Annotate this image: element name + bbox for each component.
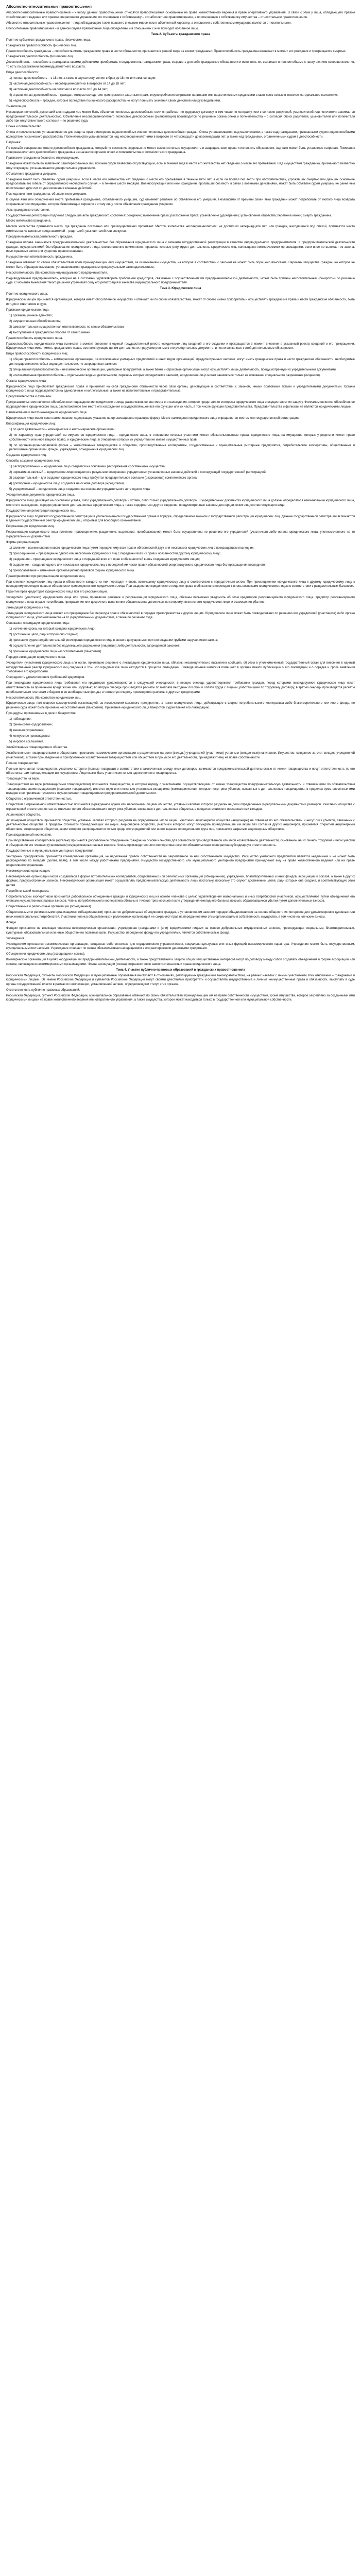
list-item: 2) нормативно-явочный – юридическое лицо создается в результате совершения учредителями установленных законом действий с последующей государственной регистрацией; [9,471,267,474]
paragraph: Несовершеннолетний, достигший шестнадцати лет, может быть объявлен полностью дееспособным, если он работает по трудовому договору, в том числе по контракту, или с согласия родителей, усыновителей или попечителя занимается предпринимательской деятельностью. Объявление несовершеннолетнего полностью дееспособным (эмансипация) производится по решению органа опеки и попечительства – с согласия обоих родителей, усыновителей или попечителя либо при отсутствии такого согласия – по решению суда. [6,110,355,123]
paragraph: Правоспособность гражданина – способность иметь гражданские права и нести обязанности, признается в равной мере за всеми гражданами. Правоспособность гражданина возникает в момент его рождения и прекращается смертью. [6,49,347,53]
paragraph: Несостоятельность (банкротство) юридических лиц. [6,696,81,700]
paragraph: Коммерческие организации в целях координации их предпринимательской деятельности, а также представления и защиты общих имущественных интересов могут по договору между собой создавать объединения в форме ассоциаций или союзов, являющиеся некоммерческими организациями. Члены ассоциации (союза) сохраняют свою самостоятельность и права юридического лица. [6,958,355,966]
list-item: 2) по характеру прав учредителей на имущество юридического лица – юридические лица, в отношении которых участники имеют обязательственные права, юридические лица, на имущество которых учредители имеют право собственности или иное вещное право, и юридические лица, в отношении которых их учредители не имеют имущественных прав; [9,433,355,442]
paragraph: Некоммерческие организации. [6,869,50,873]
paragraph: Предпринимательская деятельность граждан. [6,235,73,239]
paragraph: Общественные и религиозные организации (объединения). [6,905,92,909]
paragraph: Учреждения. [6,937,25,940]
paragraph: Товарищество на вере. [6,777,40,781]
paragraph: Создание юридических лиц. [6,454,47,457]
paragraph: Признаки юридического лица: [6,308,49,312]
paragraph: Некоммерческие организации могут создаваться в форме потребительских кооперативов, общественных или религиозных организаций (объединений), учреждений, благотворительных и иных фондов, ассоциаций и союзов, а также в других формах, предусмотренных законом. Некоммерческая организация может осуществлять предпринимательскую деятельность лишь постольку, поскольку это служит достижению целей, ради которых она создана, и соответствующую этим целям. [6,875,355,887]
paragraph: Процедуры, применяемые в деле о банкротстве: [6,712,77,716]
paragraph: Ответственность публично-правовых образований. [6,988,80,992]
list-item: 1) по цели деятельности – коммерческие и некоммерческие организации; [9,428,116,431]
paragraph: Производственным кооперативом (артелью) признается добровольное объединение граждан на основе членства для совместной производственной или иной хозяйственной деятельности, основанной на их личном трудовом и ином участии и объединении его членами (участниками) имущественных паевых взносов. Члены производственного кооператива несут по обязательствам кооператива субсидиарную ответственность. [6,839,355,847]
paragraph: Юридическое лицо подлежит государственной регистрации в уполномоченном государственном органе в порядке, определяемом законом о государственной регистрации юридических лиц. Данные государственной регистрации включаются в единый государственный реестр юридических лиц, открытый для всеобщего ознакомления. [6,515,355,523]
paragraph: Акционерным обществом признается общество, уставный капитал которого разделен на определенное число акций. Участники акционерного общества (акционеры) не отвечают по его обязательствам и несут риск убытков, связанных с деятельностью общества, в пределах стоимости принадлежащих им акций. Акционерное общество, участники которого могут отчуждать принадлежащие им акции без согласия других акционеров, признается открытым акционерным обществом. Акционерное общество, акции которого распределяются только среди его учредителей или иного заранее определенного круга лиц, признается закрытым акционерным обществом. [6,819,355,831]
paragraph: Относительные правоотношения – в данном случае правомочные лица определены и в отношениях с ним приходит обязанное лицо. [6,27,199,30]
list-item: 3) по организационно-правовой форме – хозяйственные товарищества и общества, производственные кооперативы, государственные и муниципальные унитарные предприятия, потребительские кооперативы, общественные и религиозные организации, фонды, учреждения, объединения юридических лиц. [9,444,355,452]
paragraph: Юридическое лицо имеет свое наименование, содержащее указание на организационно-правовую форму. Место нахождения юридического лица определяется местом его государственной регистрации. [6,417,300,420]
list-item: 3) самостоятельная имущественная ответственность по своим обязательствам; [9,325,125,329]
paragraph: Акты гражданского состояния. [6,208,50,212]
paragraph: Правоспособность юридического лица. [6,336,63,340]
paragraph: Потребительским кооперативом признается добровольное объединение граждан и юридических лиц на основе членства с целью удовлетворения материальных и иных потребностей участников, осуществляемое путем объединения его членами имущественных паевых взносов. Члены потребительского кооператива обязаны в течение трех месяцев после утверждения ежегодного баланса покрыть образовавшиеся убытки путем дополнительных взносов. [6,895,355,903]
list-item: 1) распорядительный – юридическое лицо создается на основании распоряжения собственника имущества; [9,465,166,469]
paragraph: Объединения юридических лиц (ассоциации и союзы). [6,953,85,956]
document-title: Абсолютно-относительные правоотношения [6,4,92,9]
list-item: 4) конкурсное производство; [9,735,50,738]
list-item: 5) преобразование – изменение организационно-правовой формы юридического лица. [9,569,135,572]
list-item: 4) ограниченная дееспособность – граждан, которые вследствие пристрастия к азартным играм, злоупотребления спиртными напитками или наркотическими средствами ставят свою семью в тяжелое материальное положение; [9,93,338,97]
list-item: 2) имущественная обособленность; [9,319,61,323]
list-item: 1) истечение срока, на который создано юридическое лицо; [9,628,96,631]
document [0,0,361,1003]
paragraph: Государственная регистрация юридических лиц. [6,509,76,513]
paragraph: Опека и попечительство устанавливаются для защиты прав и интересов недееспособных или не полностью дееспособных граждан. Опека устанавливается над малолетними, а также над гражданами, признанными судом недееспособными вследствие психического расстройства. Попечительство устанавливается над несовершеннолетними в возрасте от четырнадцати до восемнадцати лет, а также над гражданами, ограниченными судом в дееспособности. [6,131,355,139]
paragraph: Юридическим лицом признается организация, которая имеет обособленное имущество и отвечает им по своим обязательствам, может от своего имени приобретать и осуществлять гражданские права и нести гражданские обязанности, быть истцом и ответчиком в суде. [6,298,355,306]
paragraph: Дееспособность – способность гражданина своими действиями приобретать и осуществлять гражданские права, создавать для себя гражданские обязанности и исполнять их, возникает в полном объеме с наступлением совершеннолетия, то есть по достижении восемнадцатилетнего возраста. [6,61,355,69]
paragraph: Объявление гражданина умершим. [6,172,57,176]
paragraph: Гражданин может быть объявлен судом умершим, если в месте его жительства нет сведений о месте его пребывания в течение пяти лет, а если он пропал без вести при обстоятельствах, угрожавших смертью или дающих основание предполагать его гибель от определенного несчастного случая, – в течение шести месяцев. Военнослужащий или иной гражданин, пропавший без вести в связи с военными действиями, может быть объявлен судом умершим не ранее чем по истечении двух лет со дня окончания военных действий. [6,178,355,190]
paragraph: Абсолютно-относительные правоотношения – к числу данных правоотношений относятся правоотношения основанные на праве хозяйственного ведения и праве оперативного управления. В связи с этим у лица, обладающего правом хозяйственного ведения или правом оперативного управления, по отношению к собственнику – это абсолютное правоотношение, а по отношению к собственнику имущества – относительное правоотношение. [6,11,355,19]
paragraph: Виды дееспособности: [6,71,39,75]
paragraph: Унитарным предприятием признается коммерческая организация, не наделенная правом собственности на закрепленное за ней собственником имущество. Имущество унитарного предприятия является неделимым и не может быть распределено по вкладам (долям, паям), в том числе между работниками предприятия. Имущество государственного или муниципального унитарного предприятия принадлежит ему на праве хозяйственного ведения или на праве оперативного управления. [6,855,355,867]
paragraph: Государственной регистрации подлежат следующие акты гражданского состояния: рождение; заключение брака; расторжение брака; усыновление (удочерение); установление отцовства; перемена имени; смерть гражданина. [6,214,332,217]
paragraph: Юридическое лицо действует на основании устава, либо учредительного договора и устава, либо только учредительного договора. В учредительных документах юридического лица должны определяться наименование юридического лица, место его нахождения, порядок управления деятельностью юридического лица, а также содержаться другие сведения, предусмотренные законом для юридических лиц соответствующего вида. [6,499,355,507]
paragraph: Опека и попечительство. [6,125,42,129]
list-item: 2) частичная дееспособность – несовершеннолетних в возрасте от 14 до 18 лет; [9,82,126,86]
paragraph: Товариществом на вере (коммандитным товариществом) признается товарищество, в котором наряду с участниками, осуществляющими от имени товарищества предпринимательскую деятельность и отвечающими по обязательствам товарищества своим имуществом (полными товарищами), имеется один или несколько участников-вкладчиков (коммандитистов), которые несут риск убытков, связанных с деятельностью товарищества, в пределах сумм внесенных ими вкладов и не принимают участия в осуществлении товариществом предпринимательской деятельности. [6,783,355,795]
paragraph: Учреждением признается некоммерческая организация, созданная собственником для осуществления управленческих, социально-культурных или иных функций некоммерческого характера. Учреждение может быть государственным, муниципальным или частным. Учреждение отвечает по своим обязательствам находящимися в его распоряжении денежными средствами. [6,942,355,951]
paragraph: Абсолютно-относительные правоотношения – лица обладающего таким правом с внешним миром носят абсолютный характер, а отношения с собственником имущества являются относительными. [6,21,292,25]
paragraph: Гражданская правоспособность физических лиц. [6,44,77,47]
paragraph: Фондом признается не имеющая членства некоммерческая организация, учрежденная гражданами и (или) юридическими лицами на основе добровольных имущественных взносов, преследующая социальные, благотворительные, культурные, образовательные или иные общественно полезные цели. Имущество, переданное фонду его учредителями, является собственностью фонда. [6,926,355,935]
paragraph: Гарантии прав кредиторов юридического лица при его реорганизации. [6,590,108,594]
list-item: 2) финансовое оздоровление; [9,723,53,727]
list-item: 3) признание судом недействительной регистрации юридического лица в связи с допущенными при его создании грубыми нарушениями закона; [9,639,218,642]
paragraph: Полное товарищество. [6,761,39,765]
paragraph: Юридическое лицо приобретает гражданские права и принимает на себя гражданские обязанности через свои органы, действующие в соответствии с законом, иными правовыми актами и учредительными документами. Органы юридического лица подразделяются на единоличные и коллегиальные, а также на исполнительные и представительные. [6,385,355,393]
paragraph: Учредительные документы юридического лица. [6,494,75,497]
paragraph: Ликвидация юридических лиц. [6,606,50,609]
list-item: 4) выступление в гражданском обороте от своего имени. [9,331,91,334]
list-item: 3) частичная дееспособность малолетних в возрасте от 6 до 14 лет; [9,88,108,91]
paragraph: Государственные и муниципальные унитарные предприятия. [6,849,94,853]
list-item: 5) мировое соглашение. [9,740,44,743]
list-item: 3) разрешительный – для создания юридического лица требуется предварительное согласие (разрешение) компетентного органа; [9,477,198,480]
paragraph: Общественными и религиозными организациями (объединениями) признаются добровольные объединения граждан, в установленном законом порядке объединившихся на основе общности их интересов для удовлетворения духовных или иных нематериальных потребностей. Участники (члены) общественных и религиозных организаций не сохраняют прав на переданное ими этим организациям в собственность имущество, в том числе на членские взносы. [6,911,355,919]
list-item: 2) присоединение – прекращение одного или нескольких юридических лиц с передачей всех их прав и обязанностей другому юридическому лицу; [9,552,221,555]
paragraph: Несостоятельность (банкротство) индивидуального предпринимателя. [6,271,108,275]
paragraph: Органы юридического лица. [6,379,47,383]
paragraph: Тема 4. Участие публично-правовых образований в гражданских правоотношениях [116,968,245,972]
list-item: 3) разделение – прекращение юридического лица с передачей всех его прав и обязанностей вновь созданным юридическим лицам; [9,557,200,561]
paragraph: Формы реорганизации: [6,540,40,544]
paragraph: Гражданин может быть по заявлению заинтересованных лиц признан судом безвестно отсутствующим, если в течение года в месте его жительства нет сведений о месте его пребывания. Над имуществом гражданина, признанного безвестно отсутствующим, устанавливается доверительное управление. [6,162,355,170]
paragraph: Имущественная ответственность гражданина. [6,256,73,259]
list-item: 5) учредительный – юридическое лицо создается на основании учредительного акта одного лица. [9,488,151,492]
paragraph: Обществом с ограниченной ответственностью признается учрежденное одним или несколькими лицами общество, уставный капитал которого разделен на доли определенных учредительными документами размеров. Участники общества с ограниченной ответственностью не отвечают по его обязательствам и несут риск убытков, связанных с деятельностью общества, в пределах стоимости внесенных ими вкладов. [6,803,355,811]
paragraph: Представительства и филиалы. [6,395,53,399]
paragraph: Российская Федерация, субъект Российской Федерации, муниципальное образование отвечают по своим обязательствам принадлежащим им на праве собственности имуществом, кроме имущества, которое закреплено за созданными ими юридическими лицами на праве хозяйственного ведения или оперативного управления, а также имущества, которое может находиться только в государственной или муниципальной собственности. [6,994,355,1002]
paragraph: Гражданин отвечает по своим обязательствам всем принадлежащим ему имуществом, за исключением имущества, на которое в соответствии с законом не может быть обращено взыскание. Перечень имущества граждан, на которое не может быть обращено взыскание, устанавливается гражданским процессуальным законодательством. [6,261,355,269]
list-item: 2) достижение цели, ради которой оно создано; [9,633,78,637]
list-item: 3) исключительная правоспособность – отдельными видами деятельности, перечень которых определяется законом, юридическое лицо может заниматься только на основании специального разрешения (лицензии). [9,374,321,377]
paragraph: Правоспособность юридического лица возникает в момент внесения в единый государственный реестр юридических лиц сведений о его создании и прекращается в момент внесения в указанный реестр сведений о его прекращении. Юридическое лицо может иметь гражданские права, соответствующие целям деятельности, предусмотренным в его учредительном документе, и нести связанные с этой деятельностью обязанности. [6,342,355,350]
paragraph: Гражданин вправе заниматься предпринимательской деятельностью без образования юридического лица с момента государственной регистрации в качестве индивидуального предпринимателя. К предпринимательской деятельности граждан, осуществляемой без образования юридического лица, соответственно применяются правила, которые регулируют деятельность юридических лиц, являющихся коммерческими организациями, если иное не вытекает из закона, иных правовых актов или существа правоотношения. [6,241,355,253]
paragraph: Общество с ограниченной ответственностью. [6,798,72,801]
paragraph: Наименование и место нахождения юридического лица. [6,411,88,415]
list-item: 1) слияние – возникновение нового юридического лица путем передачи ему всех прав и обязанностей двух или нескольких юридических лиц с прекращением последних; [9,546,255,550]
paragraph: Производственный кооператив. [6,833,52,837]
list-item: 1) полная дееспособность – с 18 лет, а также в случае вступления в брак до 18 лет или эмансипации; [9,77,157,80]
list-item: 2) специальная правоспособность – некоммерческие организации, унитарные предприятия, а также банки и страховые организации могут осуществлять лишь деятельность, предусмотренную их учредительными документами; [9,368,337,371]
paragraph: Учредители (участники) юридического лица или орган, принявшие решение о ликвидации юридического лица, обязаны незамедлительно письменно сообщить об этом в уполномоченный государственный орган для внесения в единый государственный реестр юридических лиц сведения о том, что юридическое лицо находится в процессе ликвидации. Ликвидационная комиссия помещает в органах печати публикацию о его ликвидации и о порядке и сроке заявления требований его кредиторами. [6,662,355,674]
paragraph: Последствия явки гражданина, объявленного умершим. [6,192,87,196]
paragraph: Тема 3. Юридические лица [160,287,201,291]
paragraph: Хозяйственные товарищества и общества. [6,745,68,749]
list-item: 5) признание юридического лица несостоятельным (банкротом). [9,650,102,654]
paragraph: Правопреемство при реорганизации юридических лиц. [6,574,85,578]
paragraph: Реорганизация юридического лица (слияние, присоединение, разделение, выделение, преобразование) может быть осуществлена по решению его учредителей (участников) либо органа юридического лица, уполномоченного на то учредительными документами. [6,531,355,538]
paragraph: Ликвидация юридического лица влечет его прекращение без перехода прав и обязанностей в порядке правопреемства к другим лицам. Юридическое лицо может быть ликвидировано по решению его учредителей (участников) либо органа юридического лица, уполномоченного на то учредительными документами, а также по решению суда. [6,612,355,620]
paragraph: Акционерное общество. [6,813,41,817]
paragraph: Российская Федерация, субъекты Российской Федерации и муниципальные образования выступают в отношениях, регулируемых гражданским законодательством, на равных началах с иными участниками этих отношений – гражданами и юридическими лицами. От имени Российской Федерации и субъектов Российской Федерации могут своими действиями приобретать и осуществлять имущественные и личные неимущественные права и обязанности, выступать в суде органы государственной власти в рамках их компетенции, установленной актами, определяющими статус этих органов. [6,974,355,986]
paragraph: Понятие субъектов гражданского права. Физические лица. [6,38,91,42]
paragraph: Признание гражданина безвестно отсутствующим. [6,157,79,160]
paragraph: Фонды. [6,921,17,924]
paragraph: По просьбе совершеннолетнего дееспособного гражданина, который по состоянию здоровья не может самостоятельно осуществлять и защищать свои права и исполнять обязанности, над ним может быть установлен патронаж. Помощник совершеннолетнего дееспособного гражданина назначается органом опеки и попечительства с согласия такого гражданина. [6,146,355,155]
paragraph: В случае явки или обнаружения места пребывания гражданина, объявленного умершим, суд отменяет решение об объявлении его умершим. Независимо от времени своей явки гражданин может потребовать от любого лица возврата сохранившегося имущества, которое безвозмездно перешло к этому лицу после объявления гражданина умершим. [6,198,355,206]
paragraph: Эмансипация. [6,105,27,108]
list-item: 4) осуществление деятельности без надлежащего разрешения (лицензии) либо деятельности, запрещенной законом; [9,645,180,648]
paragraph: Основания ликвидации юридического лица: [6,622,70,625]
list-item: 1) организационное единство; [9,314,53,317]
paragraph: Гражданская дееспособность физических лиц. [6,55,74,59]
paragraph: При ликвидации юридического лица требования его кредиторов удовлетворяются в следующей очередности: в первую очередь удовлетворяются требования граждан, перед которыми ликвидируемое юридическое лицо несет ответственность за причинение вреда жизни или здоровью; во вторую очередь производятся расчеты по выплате выходных пособий и оплате труда с лицами, работающими по трудовому договору; в третью очередь производятся расчеты по обязательным платежам в бюджет и во внебюджетные фонды; в четвертую очередь производятся расчеты с другими кредиторами. [6,682,355,694]
paragraph: Потребительский кооператив. [6,889,49,893]
list-item: 5) недееспособность – граждан, которые вследствие психического расстройства не могут понимать значения своих действий или руководить ими. [9,99,221,103]
paragraph: Классификация юридических лиц: [6,422,56,426]
paragraph: Реорганизация юридических лиц. [6,525,55,529]
paragraph: Юридическое лицо, являющееся коммерческой организацией, за исключением казенного предприятия, а также юридическое лицо, действующее в форме потребительского кооператива либо благотворительного или иного фонда, по решению суда может быть признано несостоятельным (банкротом). Признание юридического лица банкротом судом влечет его ликвидацию. [6,702,355,710]
paragraph: Виды правоспособности юридических лиц: [6,352,68,356]
paragraph: Представительством является обособленное подразделение юридического лица, расположенное вне места его нахождения, которое представляет интересы юридического лица и осуществляет их защиту. Филиалом является обособленное подразделение юридического лица, расположенное вне места его нахождения и осуществляющее все его функции или их часть, в том числе функции представительства. Представительства и филиалы не являются юридическими лицами. [6,401,355,409]
paragraph: Местом жительства признается место, где гражданин постоянно или преимущественно проживает. Местом жительства несовершеннолетних, не достигших четырнадцати лет, или граждан, находящихся под опекой, признается место жительства их законных представителей – родителей, усыновителей или опекунов. [6,225,355,233]
list-item: 4) выделение – создание одного или нескольких юридических лиц с передачей им части прав и обязанностей реорганизуемого юридического лица без прекращения последнего; [9,563,266,567]
paragraph: Тема 2. Субъекты гражданского права [151,32,210,36]
paragraph: Место жительства гражданина. [6,219,51,223]
paragraph: Учредители (участники) юридического лица или орган, принявшие решение о реорганизации юридического лица, обязаны письменно уведомить об этом кредиторов реорганизуемого юридического лица. Кредитор реорганизуемого юридического лица вправе потребовать прекращения или досрочного исполнения обязательства, должником по которому является это юридическое лицо, и возмещения убытков. [6,596,355,604]
paragraph: Понятие юридического лица. [6,293,48,296]
list-item: 3) внешнее управление; [9,729,44,733]
paragraph: Индивидуальный предприниматель, который не в состоянии удовлетворить требования кредиторов, связанные с осуществлением им предпринимательской деятельности, может быть признан несостоятельным (банкротом) по решению суда. С момента вынесения такого решения утрачивает силу его регистрация в качестве индивидуального предпринимателя. [6,277,355,285]
paragraph: При слиянии юридических лиц права и обязанности каждого из них переходят к вновь возникшему юридическому лицу в соответствии с передаточным актом. При присоединении юридического лица к другому юридическому лицу к последнему переходят права и обязанности присоединенного юридического лица. При разделении юридического лица его права и обязанности переходят к вновь возникшим юридическим лицам в соответствии с разделительным балансом. [6,580,355,588]
paragraph: Способы создания юридических лиц: [6,460,60,463]
paragraph: Патронаж. [6,141,22,144]
paragraph: Порядок ликвидации юридического лица. [6,656,66,659]
list-item: 1) общая правоспособность – коммерческие организации, за исключением унитарных предприятий и иных видов организаций, предусмотренных законом, могут иметь гражданские права и нести гражданские обязанности, необходимые для осуществления любых видов деятельности, не запрещенных законом; [9,358,355,366]
paragraph: Очередность удовлетворения требований кредиторов. [6,676,85,680]
list-item: 4) договорный – юридическое лицо создается на основе договора учредителей; [9,482,125,486]
list-item: 1) наблюдение; [9,718,32,721]
paragraph: Полным признается товарищество, участники которого (полные товарищи) в соответствии с заключенным между ними договором занимаются предпринимательской деятельностью от имени товарищества и несут ответственность по его обязательствам принадлежащим им имуществом. Лицо может быть участником только одного полного товарищества. [6,767,355,775]
paragraph: Хозяйственными товариществами и обществами признаются коммерческие организации с разделенным на доли (вклады) учредителей (участников) уставным (складочным) капиталом. Имущество, созданное за счет вкладов учредителей (участников), а также произведенное и приобретенное хозяйственным товариществом или обществом в процессе его деятельности, принадлежит ему на праве собственности. [6,751,355,759]
document-body [6,11,355,1003]
